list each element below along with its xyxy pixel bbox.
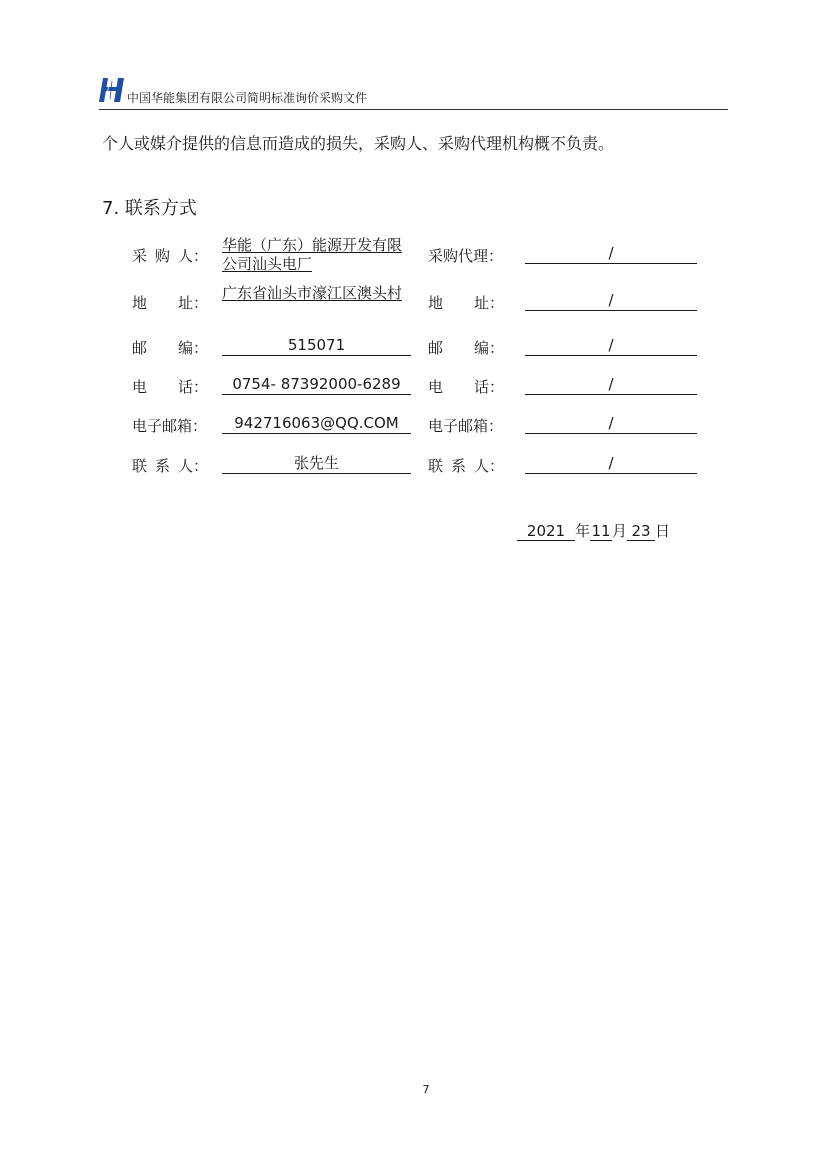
header-divider [99,109,728,110]
purchaser-phone-label: 电 话： [132,378,208,396]
date-year: 2021 [517,522,575,541]
page-number: 7 [422,1083,430,1096]
agent-postcode-value: / [525,336,697,356]
header-title: 中国华能集团有限公司简明标准询价采购文件 [127,91,368,105]
purchaser-postcode-value: 515071 [222,336,411,356]
agent-contact-value: / [525,454,697,474]
agent-address-label: 地 址： [428,294,504,312]
date-day-unit: 日 [655,522,671,540]
purchaser-address-label: 地 址： [132,294,208,312]
section-number: 7. [102,198,120,219]
document-date [517,521,670,541]
agent-phone-label: 电 话： [428,378,504,396]
purchaser-phone-value: 0754- 87392000-6289 [222,375,411,395]
company-logo-icon [99,76,125,104]
agent-address-value: / [525,291,697,311]
section-heading [102,197,197,221]
agent-postcode-label: 邮 编： [428,339,504,357]
purchaser-email-label: 电子邮箱： [132,417,208,435]
purchaser-name-value: 华能（广东）能源开发有限公司汕头电厂 [222,236,403,273]
agent-phone-value: / [525,375,697,395]
purchaser-contact-label: 联 系 人： [132,457,208,475]
date-day: 23 [627,522,655,541]
purchaser-email-value: 942716063@QQ.COM [222,414,411,434]
purchaser-contact-value: 张先生 [222,454,411,474]
purchaser-name-label: 采 购 人： [132,247,208,265]
intro-text: 个人或媒介提供的信息而造成的损失，采购人、采购代理机构概不负责。 [102,134,615,153]
agent-name-label: 采购代理： [428,247,504,265]
section-title: 联系方式 [124,198,197,219]
date-year-unit: 年 [575,522,591,540]
agent-contact-label: 联 系 人： [428,457,504,475]
purchaser-address-value: 广东省汕头市濠江区澳头村 [222,284,403,302]
purchaser-postcode-label: 邮 编： [132,339,208,357]
agent-name-value: / [525,244,697,264]
agent-email-value: / [525,414,697,434]
date-month-unit: 月 [612,522,628,540]
date-month: 11 [591,522,611,540]
agent-email-label: 电子邮箱： [428,417,504,435]
